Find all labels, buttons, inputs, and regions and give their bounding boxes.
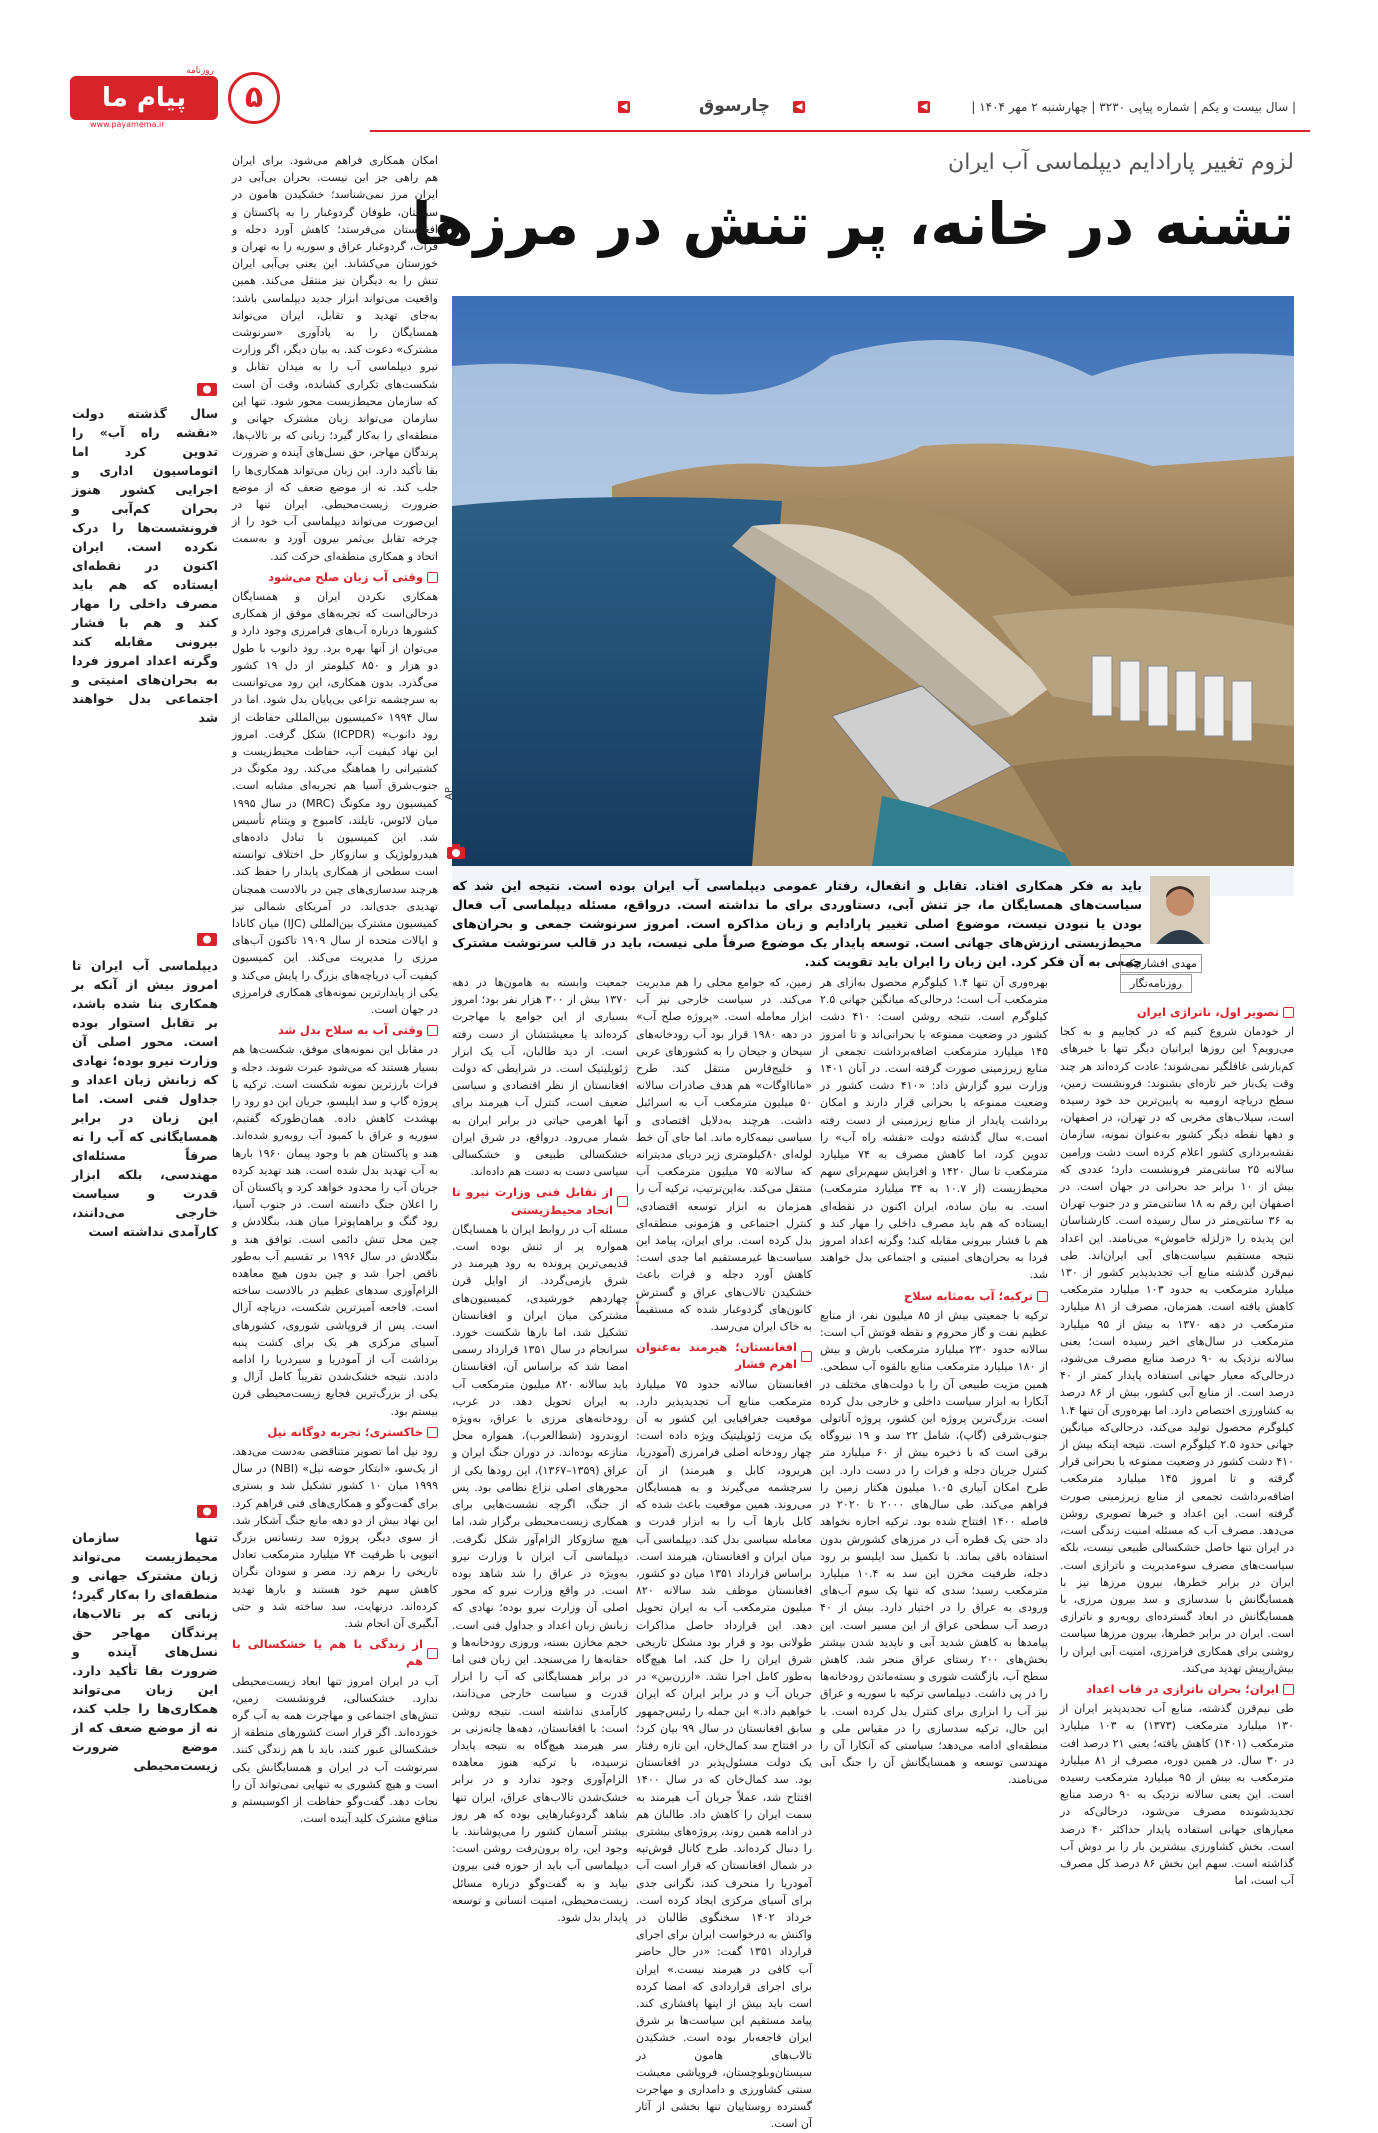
text-column-3 [636,974,813,2131]
subheading-icon [1283,1007,1294,1018]
author-role: روزنامه‌نگار [1120,974,1192,993]
subheading-icon [427,1025,438,1036]
pull-quote-3: تنها سازمان محیط‌زیست می‌تواند زبان مشترک جهانی و منطقه‌ای را به‌کار گیرد؛ زبانی که بر تالاب‌ها، پرندگان مهاجر حق نسل‌های آینده و ضرورت بقا تأکید دارد. این زبان می‌تواند همکاری‌ها را جلب کند، نه از موضع ضعف که از موضع ضرورت زیست‌محیطی [72,1530,218,1773]
text-column-2 [820,974,1048,1950]
article-kicker: لزوم تغییر پارادایم دیپلماسی آب ایران [948,150,1294,175]
author-photo [1150,876,1210,944]
paragraph: مسئله آب در روابط ایران با همسایگان همواره پر از تنش بوده است. قدیمی‌ترین پرونده به رود هیرمند در شرق بازمی‌گردد. از اوایل قرن چهاردهم خورشیدی، کمیسیون‌های مشترکی میان ایران و افغانستان تشکیل شد، اما بارها شکست خورد. سرانجام در سال ۱۳۵۱ قرارداد رسمی امضا شد که براساس آن، افغانستان باید سالانه ۸۲۰ میلیون مترمکعب آب به ایران تحویل دهد. در غرب، رودخانه‌های مرزی با عراق، به‌ویژه اروندرود (شط‌العرب)، همواره محل منازعه بوده‌اند. در دوران جنگ ایران و عراق (۱۳۵۹–۱۳۶۷)، این رودها یکی از محورهای اصلی نزاع نظامی بود. پس از جنگ، اگرچه نشست‌هایی برای همکاری زیست‌محیطی برگزار شد، اما هیچ سازوکار الزام‌آور شکل نگرفت. دیپلماسی آب ایران با وزارت نیرو به‌ویژه در عراق را شد شاهد بوده است. در واقع وزارت نیرو که محور اصلی آن وزارت نیرو بوده؛ نهادی که زبانش زبان اعداد و جداول فنی است. حجم مخازن بسته، وروزی رودخانه‌ها و حقابه‌ها را می‌سنجد. این زبان فنی اما در برابر همسایگانی که آب را ابزار قدرت و سیاست خارجی می‌دانند، کارآمدی نداشته است. نتیجه روشن است: با افغانستان، دهه‌ها چانه‌زنی بر سر هیرمند هیچ‌گاه به نتیجه پایدار نرسیده، با ترکیه هنوز معاهده الزام‌آوری وجود ندارد و در برابر خشک‌شدن تالاب‌های عراق، ایران تنها شاهد گردوغبارهایی بوده که هر روز بیشتر آسمان کشور را می‌پوشانند. با وجود این، راه برون‌رفت روشن است: دیپلماسی آب باید از حوزه فنی بیرون بیاید و به گفت‌وگو درباره مسائل زیست‌محیطی، امنیت انسانی و توسعه پایدار بدل شود. [452,1222,628,1924]
masthead [70,66,1310,134]
subheading-icon [801,1351,812,1362]
subheading: ایران؛ بحران ناترازی در قاب اعداد [1060,1681,1294,1698]
paragraph: جمعیت وابسته به هامون‌ها در دهه ۱۳۷۰ بیش از ۳۰۰ هزار نفر بود؛ امروز بسیاری از این جوامع یا مهاجرت کرده‌اند یا معیشتشان از دست رفته است. از دید طالبان، آب یک ابزار ژئوپلیتیک است. در شرایطی که دولت افغانستان از نظر اقتصادی و سیاسی ضعیف است، کنترل آب هیرمند برای آنها اهرمی حیاتی در برابر ایران به شمار می‌رود. درواقع، در شرق ایران خشکسالی طبیعی و خشکسالی سیاسی دست به دست هم داده‌اند. [452,976,629,1179]
subheading: تصویر اول، ناتراژی ایران [1060,1004,1294,1021]
page-number: ۵ [228,72,280,124]
paragraph: افغانستان سالانه حدود ۷۵ میلیارد مترمکعب منابع آب تجدیدپذیر دارد. موقعیت جغرافیایی این کشور به آن یک مزیت ژئوپلیتیک ویژه داده است: چهار رودخانه اصلی فرامرزی (آمودریا، هریرود، کابل و هیرمند) از آن سرچشمه می‌گیرند و به همسایگان می‌روند. همین موقعیت باعث شده که کابل بارها آب را به ابزار قدرت و معامله سیاسی بدل کند. دیپلماسی آب میان ایران و افغانستان، هیرمند است. براساس قرارداد ۱۳۵۱ میان دو کشور، افغانستان موظف شد سالانه ۸۲۰ میلیون مترمکعب آب به ایران تحویل دهد. این قرارداد حاصل مذاکرات طولانی بود و قرار بود مشکل تاریخی شرق ایران را حل کند، اما هیچ‌گاه به‌طور کامل اجرا نشد. «ارزن‌بین» در جریان آب و در برابر ایران که ایران خواهیم داد.» این جمله را رئیس‌جمهور سابق افغانستان در سال ۹۹ بیان کرد؛ در افتتاح سد کمال‌خان، این تازه رفتار یک دولت مسئول‌پذیر در افغانستان بود. سد کمال‌خان که در سال ۱۴۰۰ افتتاح شد، عملاً جریان آب هیرمند به سمت ایران را کاهش داد. طالبان هم در ادامه همین روند، پروژه‌های بیشتری را دنبال کرده‌اند. طرح کانال قوش‌تپه در شمال افغانستان که قرار است آب آمودریا را منحرف کند، نگرانی جدی برای آسیای مرکزی ایجاد کرده است. خرداد ۱۴۰۲ سخنگوی طالبان در واکنش به درخواست ایران برای اجرای قرارداد ۱۳۵۱ گفت: «در حال حاضر آب کافی در هیرمند نیست.» ایران برای اجرای قراردادی که امضا کرده است باید بیش از اینها پافشاری کند. پیامد مستقیم این سیاست‌ها بر شرق ایران فاجعه‌بار بوده است. خشکیدن تالاب‌های هامون در سیستان‌وبلوچستان، فروپاشی معیشت سنتی کشاورزی و دامداری و مهاجرت گسترده روستاییان تنها بخشی از آثار آن است. [636,1377,813,2131]
subheading-icon [427,1427,438,1438]
subheading-icon [1283,1684,1294,1695]
article-headline: تشنه در خانه، پر تنش در مرزها [411,190,1294,258]
subheading: از زندگی با هم یا خشکسالی با هم [232,1636,438,1670]
section-arrow-icon: ◀ [793,101,805,113]
subheading: وقتی آب زبان صلح می‌شود [232,569,438,586]
paragraph: رود نیل اما تصویر متناقضی به‌دست می‌دهد. از یک‌سو، «ابتکار حوضه نیل» (NBI) در سال ۱۹۹۹ میان ۱۰ کشور تشکیل شد و بستری برای گفت‌وگو و همکاری‌های فنی فراهم کرد. این نهاد بیش از دو دهه مانع جنگ آشکار شد. از سوی دیگر، پروژه سد رنسانس بزرگ اتیوپی با ظرفیت ۷۴ میلیارد مترمکعب تعادل تاریخی را برهم زد. مصر و سودان نگران کاهش سهم خود هستند و بارها تهدید کرده‌اند. درنهایت، سد ساخته شد و حتی آبگیری آن انجام شد. [232,1445,438,1631]
paragraph: آب در ایران امروز تنها ابعاد زیست‌محیطی ندارد. خشکسالی، فرونشست زمین، تنش‌های اجتماعی و مهاجرت همه به آب گره خورده‌اند. اگر قرار است کشورهای منطقه از خشکسالی عبور کنند، باید با هم زندگی کنند. سرنوشت آب در ایران و همسایگانش یکی است و هیچ کشوری به تنهایی نمی‌تواند آن را نجات دهد. گفت‌وگو حفاظت از اکوسیستم و منافع مشترک کلید آینده است. [232,1674,438,1826]
camera-icon [446,842,466,862]
paragraph: از خودمان شروع کنیم که در کجاییم و به کجا می‌رویم؟ این روزها ایرانیان دیگر تنها با خبرهای کم‌بارشی غافلگیر نمی‌شوند؛ عادت کرده‌اند هر چند وقت یک‌بار خبر تازه‌ای بشنوند: فرونشست زمین، سطح دریاچه ارومیه به پایین‌ترین حد خود رسیده است، سیلاب‌های مخربی که در تهران، در اصفهان، و دهها نقطه دیگر کشور به‌عنوان نمونه، سازمان نقشه‌برداری کشور اعلام کرده است دشت ورامین سالانه ۲۵ سانتی‌متر فرونشست دارد؛ عددی که بیش از ۱۰ برابر حد بحرانی در جهان است. در اصفهان این رقم به ۱۸ سانتی‌متر و در جنوب تهران به ۳۶ سانتی‌متر در سال رسیده است. کارشناسان این پدیده را «زلزله خاموش» می‌نامند. این اعداد نتیجه مستقیم سیاست‌های آبی ایران‌اند. طی نیم‌قرن گذشته منابع آب تجدیدپذیر کشور از ۱۳۰ میلیارد مترمکعب به حدود ۱۰۳ میلیارد مترمکعب کاهش یافته است. همزمان، مصرف از ۸۱ میلیارد مترمکعب در دهه ۱۳۷۰ به بیش از ۹۵ میلیارد مترمکعب در سال‌های اخیر رسیده است؛ یعنی سالانه نزدیک به ۹۰ درصد منابع مصرف می‌شود، درحالی‌که معیار جهانی استفاده پایدار کمتر از ۴۰ درصد است. از منابع آبی کشور، بیش از ۸۶ درصد به کشاورزی اختصاص دارد. اما بهره‌وری آن تنها ۱.۴ کیلوگرم محصول تولید می‌کند، درحالی‌که میانگین جهانی حدود ۲.۵ کیلوگرم است. نتیجه اینکه بیش از ۴۱۰ دشت کشور در وضعیت ممنوعه یا بحرانی قرار گرفته و تا امروز ۱۴۵ میلیارد مترمکعب اضافه‌برداشت تجمعی از منابع زیرزمینی صورت گرفته است. این اعداد و خبرها تصویری روشن می‌دهد. مصرف آب که مسئله امنیت زندگی است، در ایران تنها حاصل خشکسالی طبیعی نیست، بلکه سیاست‌های مصرف سوءمدیریت و ناترازی است. ایران در برابر خطرها، بیرون مرزها نیز با همسایگانش با سدسازی و سد بیرون مرزی، با همسایگانش در ابعاد گسترده‌ای روبه‌رو و ناترازی است. ایران در برابر خطرها، بیرون مرزها سیاست روشنی برای همکاری فرامرزی، امنیت آبی ایران را بیش‌ازپیش تهدید می‌کند. [1060,1025,1295,1675]
paragraph: همکاری نکردن ایران و همسایگان درحالی‌است که تجربه‌های موفق از همکاری کشورها درباره آب‌های فرامرزی وجود دارد و می‌توان از آنها بهره برد. رود دانوب با طول دو هزار و ۸۵۰ کیلومتر از دل ۱۹ کشور می‌گذرد. بدون همکاری، این رود می‌توانست به سرچشمه نزاعی بی‌پایان بدل شود. اما در سال ۱۹۹۴ «کمیسیون بین‌المللی حفاظت از رود دانوب» (ICPDR) شکل گرفت. امروز این نهاد کیفیت آب، حفاظت محیط‌زیست و کشتیرانی را هماهنگ می‌کند. رود مکونگ در جنوب‌شرق آسیا هم تجربه‌ای مشابه است. کمیسیون رود مکونگ (MRC) در سال ۱۹۹۵ میان لائوس، تایلند، کامبوج و ویتنام تأسیس شد. این کمیسیون با تبادل داده‌های هیدرولوژیک و سازوکار حل اختلاف توانسته است سطحی از همکاری پایدار را حفظ کند. هرچند سدسازی‌های چین در بالادست همچنان تهدیدی جدی‌اند. در آمریکای شمالی نیز کمیسیون مشترک بین‌المللی (IJC) میان کانادا و ایالات متحده از سال ۱۹۰۹ تاکنون آب‌های مرزی را مدیریت می‌کند. این کمیسیون کیفیت آب دریاچه‌های بزرگ را پایش می‌کند و یکی از پایدارترین نمونه‌های همکاری فرامرزی در جهان است. [232,590,439,1016]
paragraph: در مقابل این نمونه‌های موفق، شکست‌ها هم بسیار هستند که می‌شود عبرت شوند. دجله و فرات بارزترین نمونه شکست است. ترکیه با پروژه گاپ و سد ایلیسو، جریان این دو رود را بهشدت کاهش داده. همان‌طورکه گفتیم، سوریه و عراق با کمبود آب روبه‌رو شده‌اند. هند و پاکستان هم با وجود پیمان ۱۹۶۰ بارها به آب تهدید بدل شده است. هند تهدید کرده جریان آب را محدود خواهد کرد و پاکستان آن را اعلان جنگ دانسته است. در جنوب آسیا، رود گنگ و براهماپوترا میان هند، بنگلادش و چین محل تنش دائمی است. توافق هند و بنگلادش در سال ۱۹۹۶ بر تقسیم آب به‌طور ناقص اجرا شد و چین بدون هیچ معاهده الزام‌آوری سدهای عظیم در بالادست ساخته است. فاجعه آمیزترین شکست، دریاچه آرال است. پس از فروپاشی شوروی، کشورهای آسیای مرکزی هر یک برای کشت پنبه برداشت آب از آمودریا و سیردریا را ادامه دادند. نتیجه خشک‌شدن تقریباً کامل آرال و یکی از بزرگ‌ترین فجایع زیست‌محیطی قرن بیستم بود. [232,1043,439,1418]
dam-photo [452,296,1294,866]
dam-photo-illustration [452,296,1294,866]
quote-icon [196,1500,218,1520]
subheading: افغانستان؛ هیرمند به‌عنوان اهرم فشار [636,1339,812,1373]
subheading: ترکیه؛ آب به‌مثابه سلاح [820,1288,1048,1305]
paragraph: طی نیم‌قرن گذشته، منابع آب تجدیدپذیر ایران از ۱۳۰ میلیارد مترمکعب (۱۳۷۳) به ۱۰۳ میلیارد مترمکعب (۱۴۰۱) کاهش یافته؛ یعنی ۲۱ درصد افت در ۳۰ سال. در همین دوره، مصرف از ۸۱ میلیارد مترمکعب به بیش از ۹۵ میلیارد مترمکعب رسیده است. این یعنی سالانه نزدیک به ۹۰ درصد منابع تجدیدشونده مصرف می‌شود، درحالی‌که در معیارهای جهانی استفاده پایدار حداکثر ۴۰ درصد است. بخش کشاورزی بیشترین بار را بر دوش آب گذاشته است. سهم این بخش ۸۶ درصد کل مصرف آب است، اما [1060,1702,1295,1888]
subheading-icon [427,1648,438,1659]
photo-credit: AP [444,787,455,800]
logo-wordmark: پیام ما [70,76,218,120]
subheading: خاکستری؛ تجربه دوگانه نیل [232,1424,438,1441]
subheading: وقتی آب به سلاح بدل شد [232,1022,438,1039]
logo-url: www.payamema.ir [90,120,165,129]
newspaper-logo [70,66,218,129]
text-column-5 [232,152,438,1950]
logo-subtitle: روزنامه [186,66,214,76]
quote-icon [196,928,218,948]
pull-quote-1: سال گذشته دولت «نقشه راه آب» را تدوین کرد اما اتوماسیون اداری و اجرایی کشور هنوز بحران کم‌آبی و فرونشست‌ها را درک نکرده است. ایران اکنون در نقطه‌ای ایستاده که هم باید مصرف داخلی را مهار کند و هم با فشار بیرونی مقابله کند وگرنه اعداد امروز فردا به بحران‌های امنیتی و اجتماعی بدل خواهند شد [72,406,218,725]
paragraph: زمین، که جوامع محلی را هم مدیریت می‌کند. در سیاست خارجی نیز آب ابزار معامله است. «پروژه صلح آب» در دهه ۱۹۸۰ قرار بود آب رودخانه‌های سیحان و جیحان را به کشورهای عربی و خلیج‌فارس منتقل کند. طرح «مانااوگات» هم هدف صادرات سالانه ۵۰ میلیون مترمکعب آب به اسرائیل داشت. هرچند به‌دلایل اقتصادی و سیاسی نیمه‌کاره ماند. اما جای آن خط لوله‌ای ۸۰کیلومتری زیر دریای مدیترانه که سالانه ۷۵ میلیون مترمکعب آب منتقل می‌کند. به‌این‌ترتیب، ترکیه آب را همزمان به ابزار توسعه اقتصادی، کنترل اجتماعی و هژمونی منطقه‌ای بدل کرده است. برای ایران، پیامد این سیاست‌ها غیرمستقیم اما جدی است: کاهش آورد دجله و فرات باعث خشکیدن تالاب‌های عراق و گسترش کانون‌های گردوغبار شده که مستقیماً به خاک ایران می‌رسد. [636,976,812,1334]
subheading-icon [427,572,438,583]
author-name: مهدی افشارنیک [1120,954,1202,973]
section-title: چارسوق [699,96,770,116]
text-column-1 [1060,1000,1294,1950]
issue-info: | سال بیست و یکم | شماره پیاپی ۳۲۳۰ | چهارشنبه ۲ مهر ۱۴۰۴ | [971,100,1296,114]
text-column-4 [452,974,628,1950]
paragraph: بهره‌وری آن تنها ۱.۴ کیلوگرم محصول به‌ازای هر مترمکعب آب است؛ درحالی‌که میانگین جهانی ۲.۵ کیلوگرم است. نتیجه روشن است: ۴۱۰ دشت کشور در وضعیت ممنوعه یا بحرانی‌اند و تا امروز ۱۴۵ میلیارد مترمکعب اضافه‌برداشت تجمعی از منابع زیرزمینی صورت گرفته است. در آبان ۱۴۰۱ وزارت نیرو گزارش داد: «۴۱۰ دشت کشور در وضعیت ممنوعه یا بحرانی قرار دارند و امکان برداشت پایدار از منابع زیرزمینی از دست رفته است.» سال گذشته دولت «نقشه راه آب» را تدوین کرد، اما کاهش مصرف به ۷۴ میلیارد مترمکعب تا سال ۱۴۲۰ و افزایش سهم‌برای سهم محیط‌زیست (از ۱۰.۷ به ۳۴ میلیارد مترمکعب) است. به بیان ساده، ایران اکنون در نقطه‌ای ایستاده که هم باید مصرف داخلی را مهار کند و هم با فشار بیرونی مقابله کند؛ وگرنه اعداد امروز فردا به بحران‌های امنیتی و اجتماعی بدل خواهند شد. [820,976,1048,1282]
section-arrow-icon: ◀ [918,101,930,113]
article-lead: باید به فکر همکاری افتاد. تقابل و انفعال، رفتار عمومی دیپلماسی آب ایران بوده است. نتیجه این شد که سیاست‌های همسایگان ما، جز تنش آبی، دستاوردی برای ما نداشته است. درواقع، مسئله دیپلماسی آب فعال بودن یا نبودن نیست، موضوع اصلی تغییر پارادایم و زبان مذاکره است. امروز سرنوشت جمعی و بحران‌های محیط‌زیستی ارزش‌های جهانی است. توسعه پایدار یک موضوع صرفاً ملی نیست، باید در قالب سرنوشت مشترک جمعی به آن فکر کرد. این زبان را ایران باید تقویت کند. [452,878,1142,969]
quote-icon [196,378,218,398]
subheading-icon [1037,1291,1048,1302]
subheading-icon [617,1196,628,1207]
pull-quote-2: دیپلماسی آب ایران تا امروز بیش از آنکه بر همکاری بنا شده باشد، بر تقابل استوار بوده است. محور اصلی آن وزارت نیرو بوده؛ نهادی که زبانش زبان اعداد و جداول فنی است. اما این زبان در برابر همسایگانی که آب را نه صرفاً مسئله‌ای مهندسی، بلکه ابزار قدرت و سیاست خارجی می‌دانند، کارآمدی نداشته است [72,958,218,1239]
section-arrow-icon: ◀ [618,101,630,113]
header-rule [370,130,1310,132]
paragraph: امکان همکاری فراهم می‌شود. برای ایران هم راهی جز این نیست. بحران بی‌آبی در ایران مرز نمی‌شناسد؛ خشکیدن هامون در سیستان، طوفان گردوغبار را به پاکستان و افغانستان می‌فرستد؛ کاهش آورد دجله و فرات، گردوغبار عراق و سوریه را به تهران و خوزستان می‌کشاند. این یعنی بی‌آبی ایران تنش را به دیگران نیز منتقل می‌کند. همین واقعیت می‌تواند ابزار جدید دیپلماسی باشد: به‌جای تهدید و تقابل، ایران می‌تواند همسایگان را به یادآوری «سرنوشت مشترک» دعوت کند. به بیان دیگر، اگر وزارت نیرو دیپلماسی آب را به میدان تقابل و شکست‌های تکراری کشانده، وقت آن است که سازمان محیط‌زیست محور شود. تنها این سازمان می‌تواند زبان مشترک جهانی و منطقه‌ای را به‌کار گیرد؛ زبانی که بر تالاب‌ها، پرندگان مهاجر، حق نسل‌های آینده و ضرورت بقا تأکید دارد. این زبان می‌تواند همکاری‌ها را جلب کند. نه از موضع ضعف که از موضع ضرورت زیست‌محیطی. ایران تنها در این‌صورت می‌تواند دیپلماسی آب خود را از چرخه تقابل بی‌ثمر بیرون آورد و به‌سمت اتحاد و همکاری منطقه‌ای حرکت کند. [232,154,438,563]
paragraph: ترکیه با جمعیتی بیش از ۸۵ میلیون نفر، از منابع عظیم نفت و گاز محروم و نقطه قوتش آب است: سالانه حدود ۲۳۰ میلیارد مترمکعب بارش و بیش از ۱۸۰ میلیارد مترمکعب منابع بالقوه آب سطحی. همین مزیت طبیعی آن را با دولت‌های مختلف در آنکارا به ابزار سیاست داخلی و خارجی بدل کرده است. بزرگ‌ترین پروژه این کشور، پروژه آناتولی جنوب‌شرقی (گاپ)، شامل ۲۲ سد و ۱۹ نیروگاه برقی است که با ذخیره بیش از ۶۰ میلیارد متر کنترل جریان دجله و فرات را در دست دارد. این طرح امکان آبیاری ۱.۰۵ میلیون هکتار زمین را فراهم می‌کند. طی سال‌های ۲۰۰۰ تا ۲۰۲۰ در فاصله ۱۴۰۰ افتتاح شده بود. ترکیه اجازه نخواهد داد حتی یک قطره آب در مرزهای کشورش بدون استفاده باقی بماند. با تکمیل سد ایلیسو بر رود دجله، ظرفیت مخزن این سد به ۱۰.۴ میلیارد مترمکعب رسید؛ سدی که تنها یک سوم آب‌های ورودی به عراق را در اختیار دارد. بیش از ۴۰ درصد آب سطحی عراق از این مسیر است. این پیامدها به کاهش شدید آبی و ناپدید شدن بیشتر بخش‌های ۲۰۰ رستای عراق منجر شد. کاهش سطح آب، بازگشت شوری و بسته‌ماندن رودخانه‌ها را در پی داشت. دیپلماسی ترکیه با سوریه و عراق نیز آب را ابزاری برای کنترل بدل کرده است. با این حال، ترکیه سدسازی را در مقیاس ملی و منطقه‌ای ادامه می‌دهد؛ سیاستی که آنکارا آن را مهندسی توسعه و همسایگانش آن را جنگ آبی می‌نامند. [820,1308,1049,1787]
subheading: از تقابل فنی وزارت نیرو تا اتحاد محیط‌زیستی [452,1184,628,1218]
